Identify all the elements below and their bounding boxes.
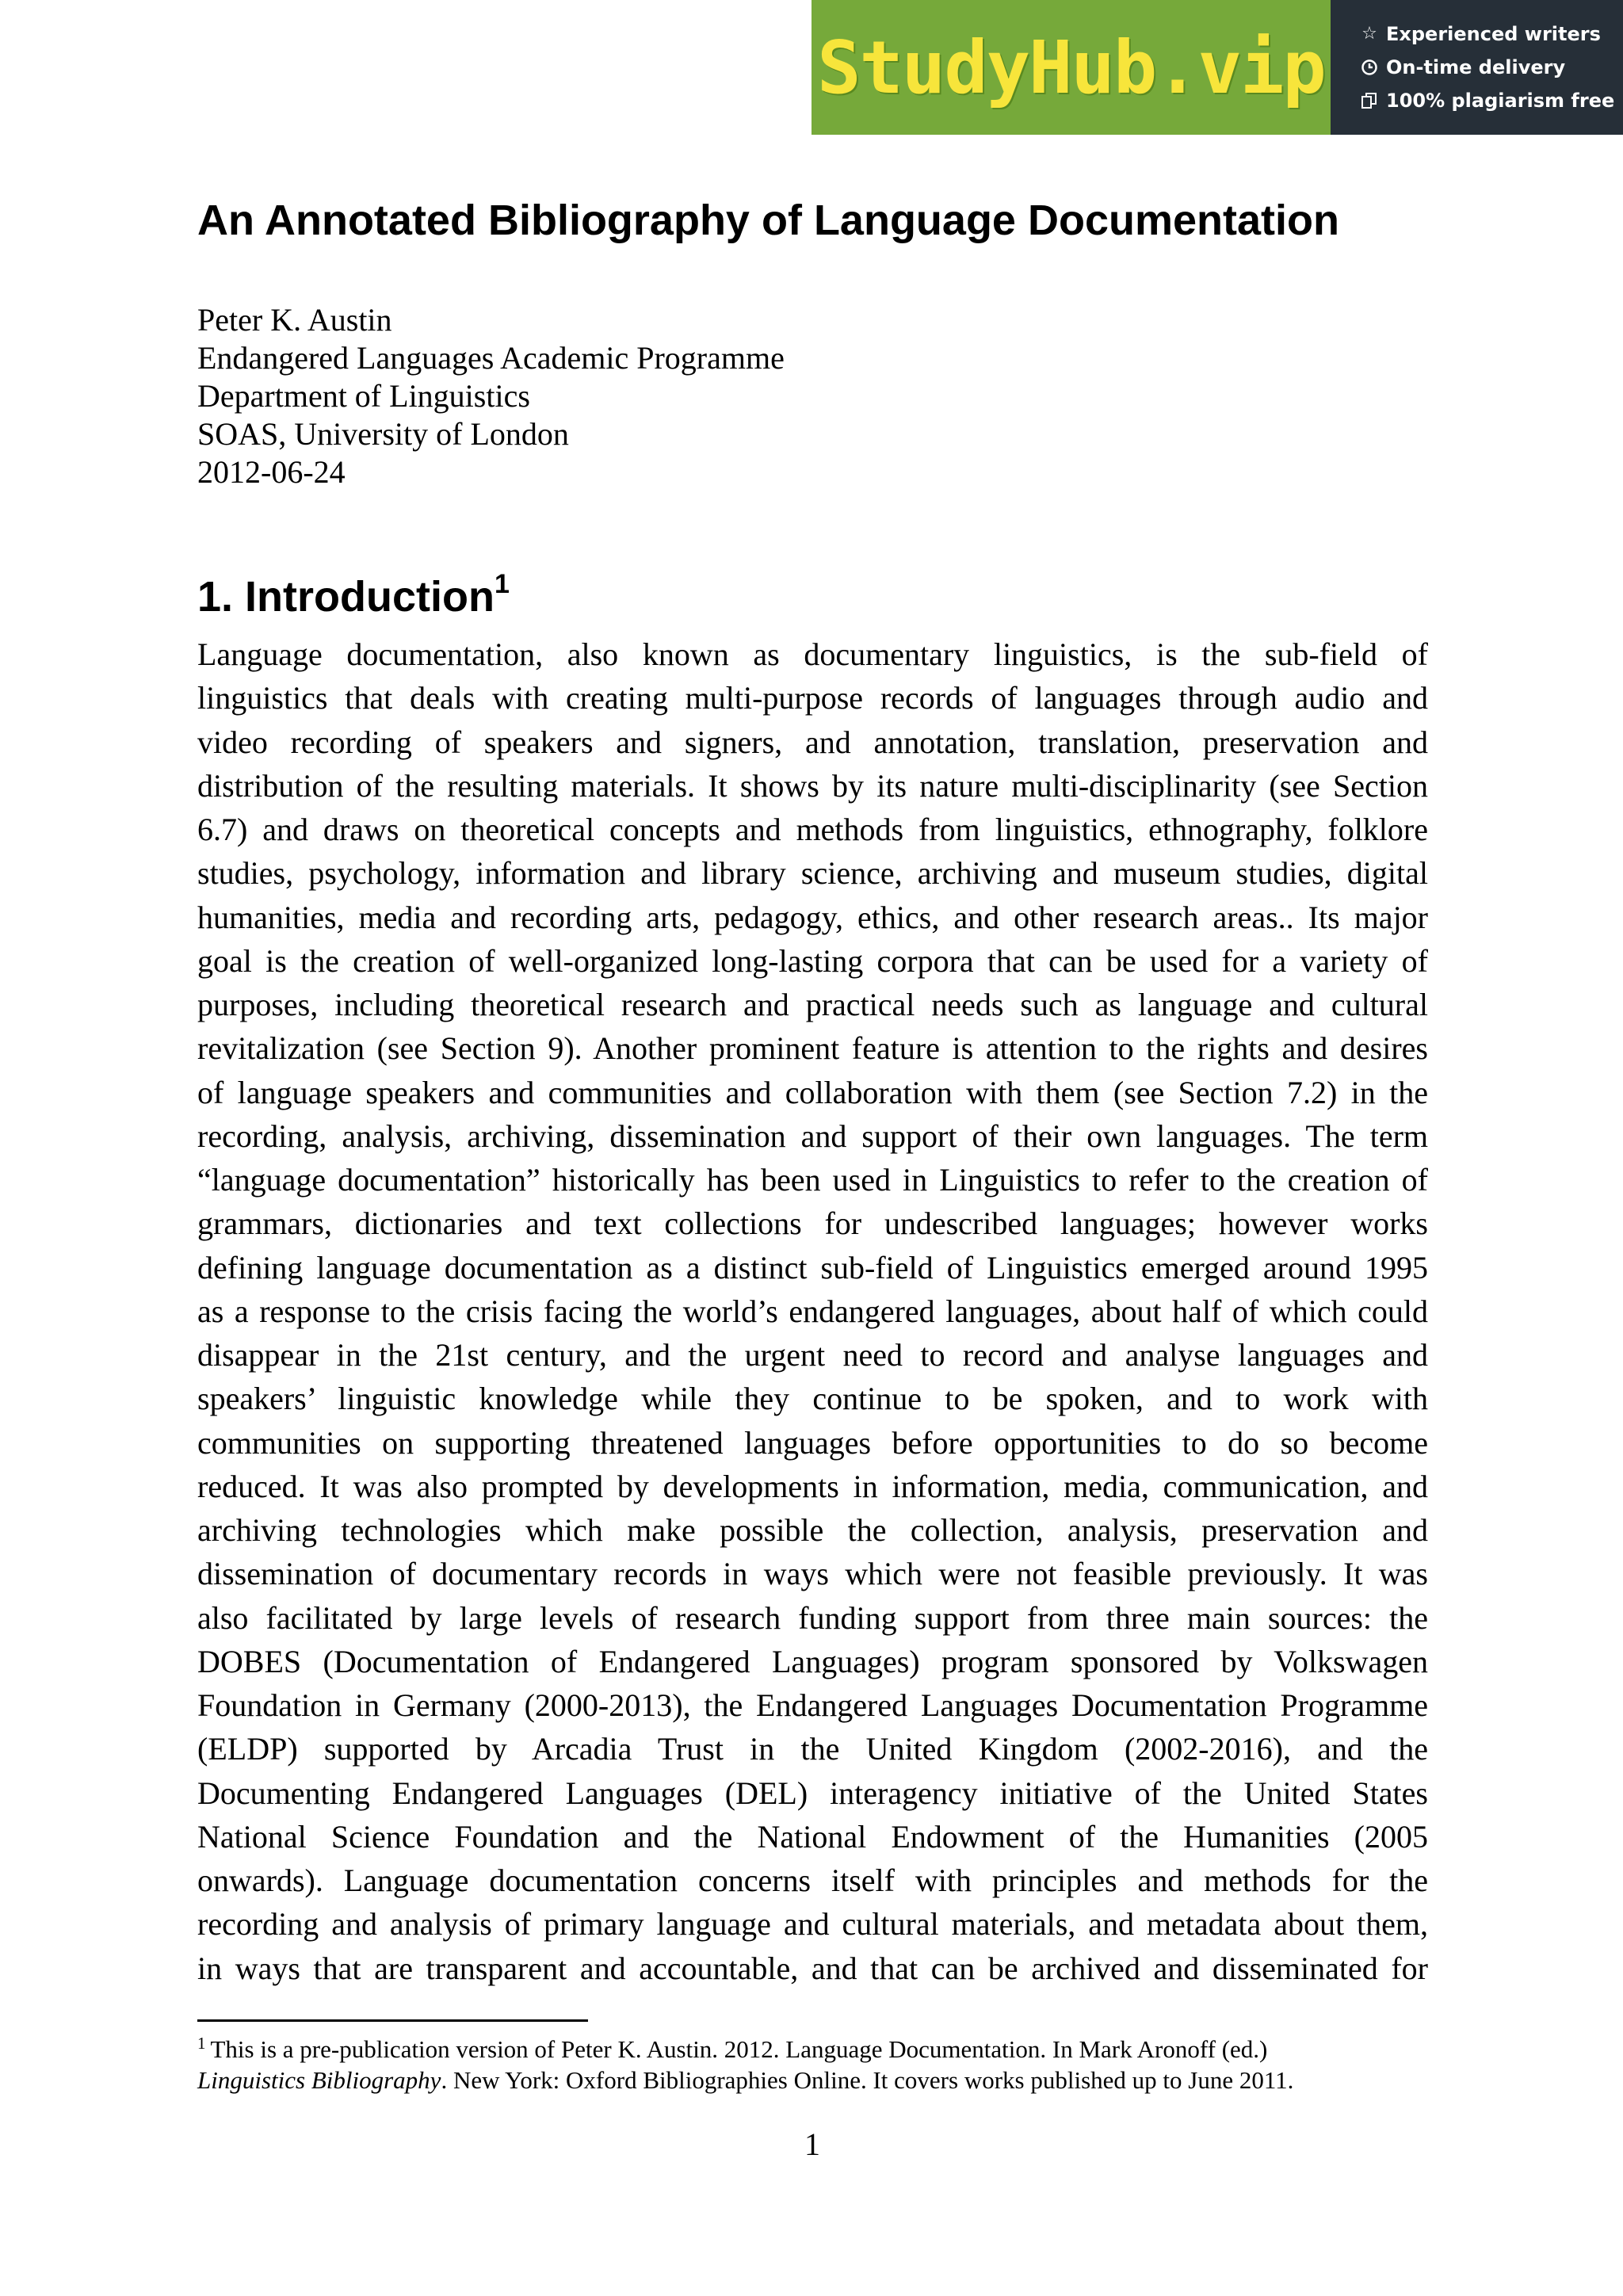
footnote-text-2: . New York: Oxford Bibliographies Online. It covers works published up to June 2011. [441,2066,1294,2094]
footnote-marker-link[interactable]: 1 [494,569,510,599]
paragraph-line: 6.7) and draws on theoretical concepts and methods from linguistics, ethnography, folklore [197,812,1428,847]
paragraph-line: revitalization (see Section 9). Another prominent feature is attention to the rights and desires [197,1030,1428,1067]
studyhub-banner[interactable] [812,0,1623,135]
feature-label: On-time delivery [1386,56,1566,78]
paragraph-line: onwards). Language documentation concerns itself with principles and methods for the [197,1862,1428,1898]
paragraph-line: dissemination of documentary records in ways which were not feasible previously. It was [197,1556,1428,1592]
footnote [197,2034,1465,2095]
paragraph-line: in ways that are transparent and accountable, and that can be archived and disseminated for [197,1950,1428,1986]
author-programme: Endangered Languages Academic Programme [197,340,785,376]
document-copy-icon [1361,92,1378,109]
paragraph-line: purposes, including theoretical research and practical needs such as language and cultural [197,987,1428,1022]
paragraph-line: “language documentation” historically has been used in Linguistics to refer to the creation of [197,1162,1428,1198]
footnote-divider [197,2019,588,2022]
paragraph-line: reduced. It was also prompted by developments in information, media, communication, and [197,1468,1428,1504]
paragraph-line: recording, analysis, archiving, dissemination and support of their own languages. The term [197,1117,1428,1154]
paragraph-line: defining language documentation as a distinct sub-field of Linguistics emerged around 1995 [197,1249,1428,1286]
author-block [197,301,785,491]
author-department: Department of Linguistics [197,378,530,414]
paragraph-line: DOBES (Documentation of Endangered Languages) program sponsored by Volkswagen [197,1643,1428,1679]
paragraph-line: Foundation in Germany (2000-2013), the Endangered Languages Documentation Programme [197,1687,1428,1723]
banner-features-panel [1331,0,1623,135]
banner-brand-panel[interactable] [812,0,1331,135]
paragraph-line: National Science Foundation and the National Endowment of the Humanities (2005 [197,1818,1428,1855]
paragraph-line: linguistics that deals with creating multi-purpose records of languages through audio and [197,680,1428,716]
introduction-paragraph [197,632,1428,1990]
paragraph-line: video recording of speakers and signers, and annotation, translation, preservation and [197,724,1428,760]
footnote-line-1 [197,2034,1465,2065]
paragraph-line: studies, psychology, information and library science, archiving and museum studies, digital [197,855,1428,892]
feature-label: Experienced writers [1386,23,1601,45]
paragraph-line: distribution of the resulting materials. It shows by its nature multi-disciplinarity (see Section [197,767,1428,804]
footnote-italic-title: Linguistics Bibliography [197,2066,441,2094]
author-institution: SOAS, University of London [197,416,569,452]
page-title: An Annotated Bibliography of Language Documentation [197,197,1339,244]
paragraph-line: of language speakers and communities and collaboration with them (see Section 7.2) in the [197,1074,1428,1110]
page-number: 1 [804,2126,820,2162]
paragraph-line: goal is the creation of well-organized long-lasting corpora that can be used for a variety of [197,942,1428,979]
clock-icon [1361,59,1378,76]
footnote-line-2 [197,2065,1465,2095]
paragraph-line: as a response to the crisis facing the world’s endangered languages, about half of which could [197,1293,1428,1329]
paragraph-line: speakers’ linguistic knowledge while they continue to be spoken, and to work with [197,1381,1428,1417]
feature-experienced-writers [1361,23,1623,45]
star-icon: ☆ [1361,24,1377,44]
paragraph-line: also facilitated by large levels of research funding support from three main sources: the [197,1599,1428,1636]
paragraph-line: recording and analysis of primary language and cultural materials, and metadata about them, [197,1906,1428,1943]
feature-plagiarism-free [1361,90,1623,112]
section-heading-introduction [197,566,510,628]
section-heading-text: 1. Introduction [197,573,495,621]
paragraph-line: communities on supporting threatened languages before opportunities to do so become [197,1424,1428,1461]
feature-on-time-delivery [1361,56,1623,78]
paragraph-line: (ELDP) supported by Arcadia Trust in the United Kingdom (2002-2016), and the [197,1731,1428,1767]
footnote-text-1: This is a pre-publication version of Peter K. Austin. 2012. Language Documentation. In Mark Aronoff (ed.) [210,2035,1268,2063]
studyhub-logo[interactable]: StudyHub.vip [817,25,1325,110]
feature-label: 100% plagiarism free [1386,90,1615,112]
paragraph-line: disappear in the 21st century, and the urgent need to record and analyse languages and [197,1337,1428,1373]
author-name: Peter K. Austin [197,302,392,338]
paragraph-line: archiving technologies which make possible the collection, analysis, preservation and [197,1512,1428,1548]
paragraph-line: Documenting Endangered Languages (DEL) interagency initiative of the United States [197,1775,1428,1811]
paragraph-line: humanities, media and recording arts, pedagogy, ethics, and other research areas.. Its major [197,899,1428,935]
paragraph-line: grammars, dictionaries and text collections for undescribed languages; however works [197,1205,1428,1242]
author-date: 2012-06-24 [197,454,346,490]
paragraph-line: Language documentation, also known as documentary linguistics, is the sub-field of [197,636,1428,672]
footnote-marker: 1 [197,2033,206,2053]
